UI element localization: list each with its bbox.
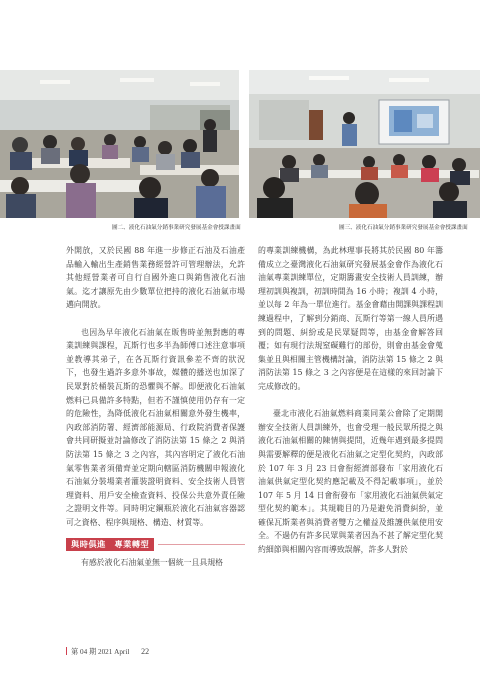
classroom-photo-left (0, 70, 239, 218)
footer-divider (66, 647, 67, 655)
paragraph-left-3: 有感於液化石油氣並無一個統一且具規格 (81, 558, 224, 568)
paragraph-right-1: 的專業訓練機構，為此林理事長將其於民國 80 年籌備成立之臺灣液化石油氣研究發展基金會作為液化石油氣專業訓練單位，定期籌畫安全技術人員訓練，辦理初訓與複訓，初訓時間為 16 小時；複訓 4 小時，並以每 2 年為一單位進行。基金會藉由開課與課程訓練過程中，了解到分銷商、瓦斯行等第一線人員所遇到的問題、糾紛或是民眾疑問等，由基金會解答回覆；如有現行法規窒礙難行的部份，則會由基金會蒐集並且與相關主管機構討論，消防法第 15 條之 2 與消防法第 15 條之 3 之內容便是在這樣的來回討論下完成修改的。 (258, 246, 443, 391)
photo-caption-right: 圖三、液化石油氣分銷事業研究發展基金會授課畫面 (339, 225, 468, 231)
section-heading-rule (158, 544, 245, 545)
section-heading (66, 538, 245, 551)
section-heading-label: 與時俱進 專業轉型 (66, 538, 154, 551)
classroom-photo-right (249, 70, 480, 218)
page-footer (66, 647, 149, 657)
classroom-photo-left-image (0, 70, 239, 218)
article-column-left (66, 244, 245, 570)
photo-caption-left: 圖二、液化石油氣分銷事業研究發展基金會授課畫面 (112, 225, 241, 231)
article-column-right (258, 244, 443, 557)
page-number: 22 (141, 647, 150, 656)
paragraph-right-2: 臺北市液化石油氣燃料商業同業公會除了定期開辦安全技術人員訓練外，也會受理一般民眾所提之與液化石油氣相關的陳情與提問，近幾年遇到最多提問與需要解釋的便是液化石油氣之定型化契約，內政部於 107 年 3 月 23 日會衔經濟部發布「家用液化石油氣供氣定型化契約應記載及不得記載事項」，並於 107 年 5 月 14 日會衔發布「家用液化石油氣供氣定型化契約範本」。其規範目的乃是避免消費糾紛，並確保瓦斯業者與消費者雙方之權益及維護供氣使用安全。不過仍有許多民眾與業者因為不甚了解定型化契約細節與相關內容而導致誤解，許多人對於 (258, 409, 443, 555)
footer-issue: 第 04 期 (71, 648, 97, 656)
footer-date: 2021 April (97, 648, 130, 656)
classroom-photo-right-image (249, 70, 480, 218)
paragraph-left-2: 也因為早年液化石油氣在販售時並無對應的專業訓練與課程，瓦斯行也多半為師傅口述注意事項並教導其弟子，在各瓦斯行資訊參差不齊的狀況下，也發生過許多意外事故，媒體的播送也加深了民眾對於桶裝瓦斯的恐懼與不解。即便液化石油氣燃料已具備許多特點，但若不謹慎使用仍存有一定的危險性，為降低液化石油氣相關意外發生機率，內政部消防署、經濟部能源局、行政院消費者保護會共同研擬並討論修改了消防法第 15 條之 2 與消防法第 15 條之 3 之內容，其內容明定了液化石油氣零售業者須備齊並定期向轄區消防機關申報液化石油氣分裝場業者灌裝證明資料、安全技術人員管理資料、用戶安全檢查資料、投保公共意外責任險之證明文件等。同時明定鋼瓶於液化石油氣容器認可之資格、程序與規格、構造、材質等。 (66, 327, 245, 527)
paragraph-left-1: 外開放，又於民國 88 年進一步修正石油及石油產品輸入輸出生產銷售業務經營許可管理辦法，允許其他經營業者可自行自國外進口與銷售液化石油氣。迄才讓原先由少數單位把持的液化石油氣市場邁向開放。 (66, 246, 245, 310)
